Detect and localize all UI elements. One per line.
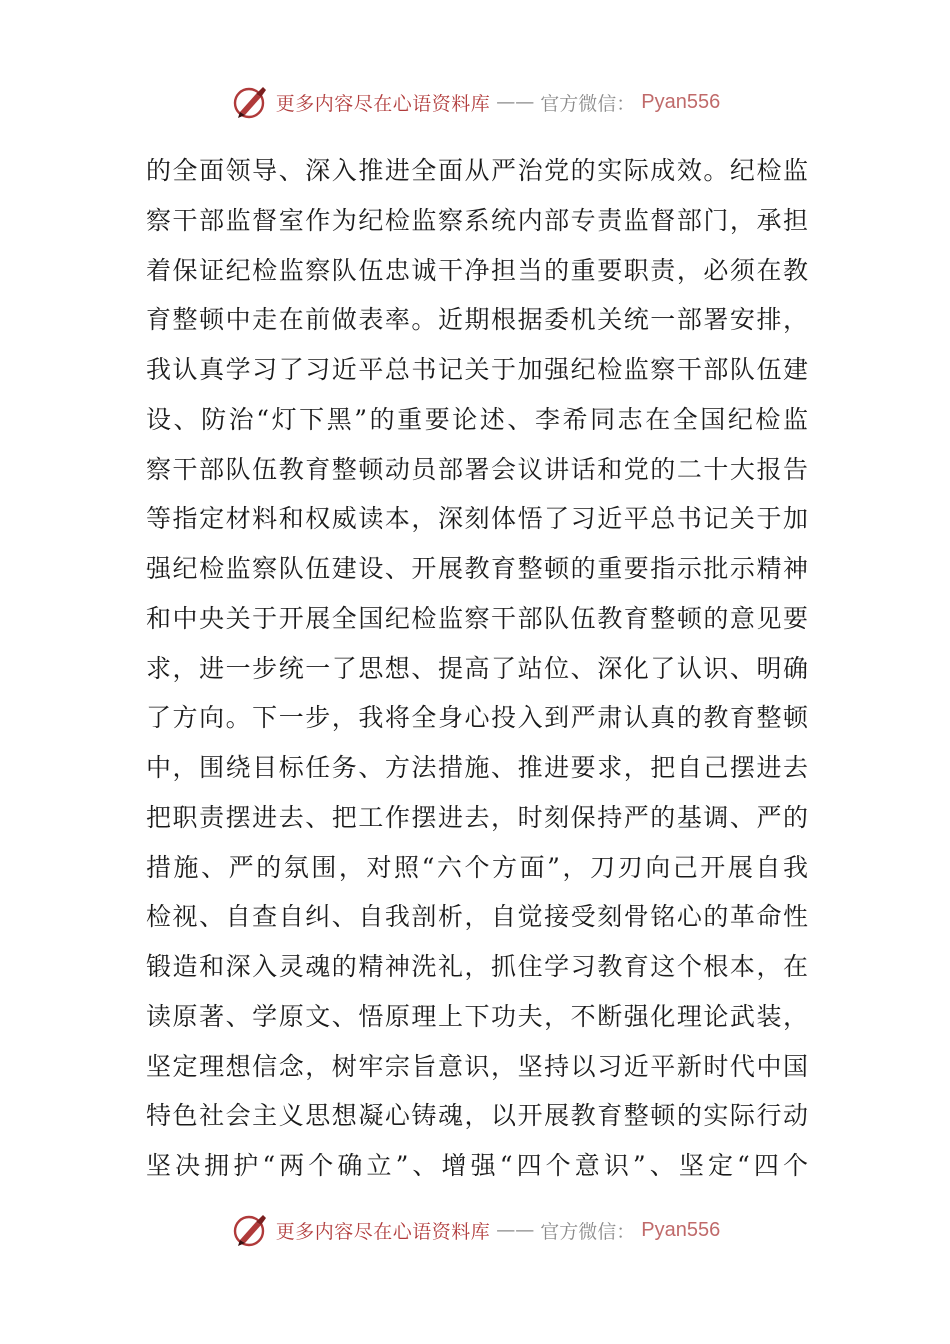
- body-line: 检视、自查自纠、自我剖析，自觉接受刻骨铭心的革命性: [146, 902, 808, 932]
- body-line: 锻造和深入灵魂的精神洗礼，抓住学习教育这个根本，在: [146, 952, 808, 981]
- banner-slogan: 更多内容尽在心语资料库: [275, 1220, 491, 1243]
- banner-wechat-id: Pyan556: [641, 1218, 721, 1241]
- body-line: 我认真学习了习近平总书记关于加强纪检监察干部队伍建: [146, 355, 808, 384]
- banner-dash: ——: [496, 91, 535, 113]
- header-banner: [0, 80, 950, 124]
- body-line: 坚决拥护“两个确立”、增强“四个意识”、坚定“四个: [146, 1151, 808, 1180]
- body-line: 的全面领导、深入推进全面从严治党的实际成效。纪检监: [146, 156, 808, 185]
- body-line: 设、防治“灯下黑”的重要论述、李希同志在全国纪检监: [146, 404, 808, 434]
- body-line: 读原著、学原文、悟原理上下功夫，不断强化理论武装，: [146, 1001, 808, 1031]
- banner-slogan: 更多内容尽在心语资料库: [275, 92, 491, 115]
- body-line: 和中央关于开展全国纪检监察干部队伍教育整顿的意见要: [146, 603, 808, 633]
- banner-wechat-label: 官方微信：: [540, 92, 636, 115]
- body-line: 把职责摆进去、把工作摆进去，时刻保持严的基调、严的: [146, 802, 808, 832]
- banner-wechat-id: Pyan556: [641, 90, 721, 113]
- body-line: 强纪检监察队伍建设、开展教育整顿的重要指示批示精神: [146, 554, 808, 583]
- body-line: 坚定理想信念，树牢宗旨意识，坚持以习近平新时代中国: [146, 1051, 808, 1081]
- body-line: 特色社会主义思想凝心铸魂，以开展教育整顿的实际行动: [146, 1101, 808, 1131]
- body-line: 等指定材料和权威读本，深刻体悟了习近平总书记关于加: [146, 504, 808, 534]
- pen-logo-icon: [230, 82, 270, 122]
- banner-wechat-label: 官方微信：: [540, 1220, 636, 1243]
- document-body: [146, 146, 808, 1191]
- body-line: 察干部监督室作为纪检监察系统内部专责监督部门，承担: [146, 205, 808, 235]
- footer-banner: [0, 1208, 950, 1252]
- body-line: 察干部队伍教育整顿动员部署会议讲话和党的二十大报告: [146, 454, 808, 484]
- banner-dash: ——: [496, 1219, 535, 1241]
- pen-logo-icon: [230, 1210, 270, 1250]
- body-line: 着保证纪检监察队伍忠诚干净担当的重要职责，必须在教: [146, 255, 808, 285]
- body-line: 了方向。下一步，我将全身心投入到严肃认真的教育整顿: [146, 703, 808, 733]
- body-line: 求，进一步统一了思想、提高了站位、深化了认识、明确: [146, 653, 808, 683]
- body-line: 育整顿中走在前做表率。近期根据委机关统一部署安排，: [146, 305, 808, 335]
- body-line: 措施、严的氛围，对照“六个方面”，刀刃向己开展自我: [146, 852, 808, 882]
- body-line: 中，围绕目标任务、方法措施、推进要求，把自己摆进去: [146, 753, 808, 782]
